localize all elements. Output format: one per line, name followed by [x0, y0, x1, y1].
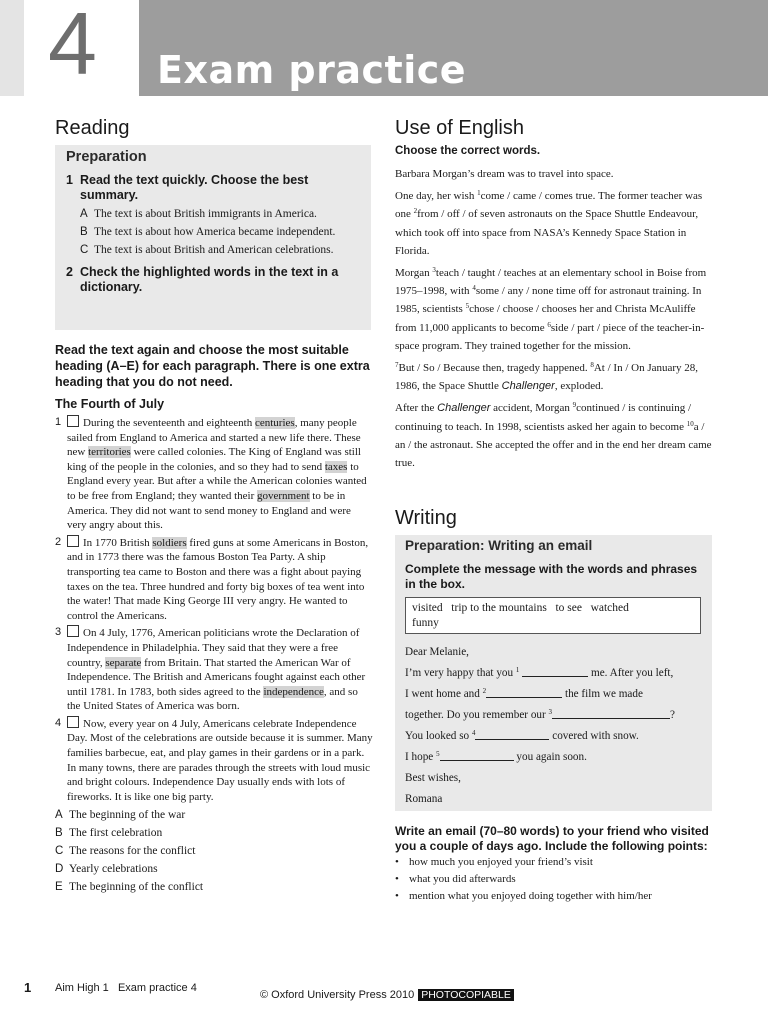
writing-point: • mention what you enjoyed doing together with him/her	[395, 890, 652, 902]
use-of-english-heading: Use of English	[395, 117, 524, 139]
answer-box-4[interactable]	[67, 716, 79, 728]
footer-copyright: © Oxford University Press 2010 PHOTOCOPIABLE	[260, 989, 514, 1001]
heading-option-b: B The first celebration	[55, 827, 163, 840]
email-line-4: You looked so $^4$ covered with snow.	[405, 729, 639, 742]
email-line-3: together. Do you remember our $^3$ ?	[405, 708, 675, 721]
heading-option-c: C The reasons for the conflict	[55, 845, 196, 858]
prep-question-1: 1 Read the text quickly. Choose the best summary.	[66, 173, 309, 202]
writing-prep-instruction: Complete the message with the words and phrases in the box.	[405, 562, 698, 591]
highlight-word: taxes	[324, 460, 348, 473]
gap-5[interactable]	[440, 749, 514, 761]
uoe-text	[395, 165, 715, 476]
word-box-item: watched	[590, 602, 629, 614]
heading-option-d: D Yearly celebrations	[55, 863, 158, 876]
uoe-paragraph-5: After the Challenger accident, Morgan $^9$continued / is continuing / continuing to teach. In 1998, scientists asked her again to become $^{10}$a / an / the astronaut. She accepted the offer and in the end her dream came true.	[395, 401, 712, 470]
text-title: The Fourth of July	[55, 397, 165, 411]
uoe-paragraph-2: One day, her wish $^1$come / came / comes true. The former teacher was one $^2$from / off / of seven astronauts on the Space Shuttle Endeavour, which took off into space from NASA’s Kennedy Space Station in Florida.	[395, 189, 703, 257]
email-message	[405, 642, 705, 810]
gap-3[interactable]	[552, 707, 670, 719]
writing-point: • how much you enjoyed your friend’s visit	[395, 856, 593, 868]
writing-preparation-box	[395, 535, 712, 811]
writing-points	[395, 854, 717, 905]
paragraph-3: 3 On 4 July, 1776, American politicians wrote the Declaration of Independence in Philadelphia. They said that they were a free country, separate from Britain. That started the American War of Independence. The British and Americans fought against each other until 1781. In 1783, both sides agreed to the independence, and so the United States of America was born.	[55, 626, 366, 713]
answer-box-2[interactable]	[67, 535, 79, 547]
writing-heading: Writing	[395, 507, 457, 529]
uoe-paragraph-1: Barbara Morgan’s dream was to travel into space.	[395, 168, 614, 180]
heading-option-e: E The beginning of the conflict	[55, 881, 204, 894]
highlight-word: government	[257, 489, 310, 502]
word-box-item: trip to the mountains	[451, 602, 547, 614]
email-closing: Best wishes,	[405, 772, 461, 784]
prep-question-2: 2 Check the highlighted words in the text in a dictionary.	[66, 265, 339, 294]
gap-2[interactable]	[486, 686, 562, 698]
prep-option-a: A The text is about British immigrants in America.	[80, 208, 317, 220]
highlight-word: independence	[263, 685, 324, 698]
footer-book: Aim High 1 Exam practice 4	[55, 982, 197, 994]
photocopiable-badge: PHOTOCOPIABLE	[418, 989, 514, 1001]
highlight-word: soldiers	[152, 536, 187, 549]
unit-number: 4	[48, 0, 97, 93]
reading-preparation-box	[55, 145, 371, 330]
email-name: Romana	[405, 793, 443, 805]
email-line-5: I hope $^5$ you again soon.	[405, 750, 587, 763]
word-box-item: to see	[555, 602, 582, 614]
email-line-2: I went home and $^2$ the film we made	[405, 687, 643, 700]
uoe-paragraph-4: $^7$But / So / Because then, tragedy happened. $^8$At / In / On January 28, 1986, the Space Shuttle Challenger, exploded.	[395, 361, 699, 393]
highlight-word: separate	[105, 656, 142, 669]
page-number: 1	[24, 980, 32, 995]
prep-option-b: B The text is about how America became independent.	[80, 226, 336, 238]
preparation-title: Preparation	[66, 149, 147, 165]
reading-instruction: Read the text again and choose the most suitable heading (A–E) for each paragraph. There is one extra heading that you do not need.	[55, 343, 370, 389]
email-greeting: Dear Melanie,	[405, 646, 469, 658]
answer-box-1[interactable]	[67, 415, 79, 427]
gap-4[interactable]	[475, 728, 549, 740]
writing-prep-title: Preparation: Writing an email	[405, 538, 593, 553]
word-box-item: visited	[412, 602, 443, 614]
uoe-instruction: Choose the correct words.	[395, 145, 541, 157]
paragraph-4: 4 Now, every year on 4 July, Americans celebrate Independence Day. Most of the celebrations are outside because it is summer. Many families barbecue, eat, and play games in their gardens or in a park. In many towns, there are parades through the streets with loud music and bright colours. Independence Day usually ends with lots of fireworks. It is like one big party.	[55, 716, 373, 803]
word-box-item: funny	[412, 617, 439, 629]
uoe-paragraph-3: Morgan $^3$teach / taught / teaches at an elementary school in Boise from 1975–1998, with $^4$some / any / none time off for astronaut training. In 1985, scientists $^5$chose / choose / chooses her and Christa McAuliffe from 11,000 applicants to become $^6$side / part / piece of the teacher-in-space program. They trained together for the mission.	[395, 266, 707, 352]
writing-point: • what you did afterwards	[395, 873, 516, 885]
email-line-1: I’m very happy that you $^1$ me. After you left,	[405, 666, 674, 679]
word-box	[405, 597, 701, 634]
reading-heading: Reading	[55, 117, 130, 139]
header-left-strip	[0, 0, 24, 96]
prep-option-c: C The text is about British and American celebrations.	[80, 244, 334, 256]
answer-box-3[interactable]	[67, 625, 79, 637]
writing-task: Write an email (70–80 words) to your friend who visited you a couple of days ago. Include the following points:	[395, 824, 709, 853]
paragraph-2: 2 In 1770 British soldiers fired guns at some Americans in Boston, and in 1773 there was the famous Boston Tea Party. A ship transporting tea came to Boston and there was a fight about paying taxes on the tea. Three hundred and forty big boxes of tea went into the water! That made King George III very angry. He wanted to control the Americans.	[55, 535, 369, 622]
heading-options	[55, 806, 373, 896]
highlight-word: territories	[88, 446, 131, 459]
page-title: Exam practice	[157, 48, 467, 92]
gap-1[interactable]	[522, 665, 588, 677]
highlight-word: centuries	[254, 417, 295, 429]
heading-option-a: A The beginning of the war	[55, 809, 186, 822]
paragraph-1: 1 During the seventeenth and eighteenth centuries, many people sailed from England to America and started a new life there. These new territories were called colonies. The King of England was still king of the people in the colonies, and so they had to send taxes to England every year. But after a while the American colonies wanted to be free from England; they wanted their government to be in America. They did not want to send money to England and were very angry about this.	[55, 416, 367, 532]
reading-text	[55, 415, 373, 896]
